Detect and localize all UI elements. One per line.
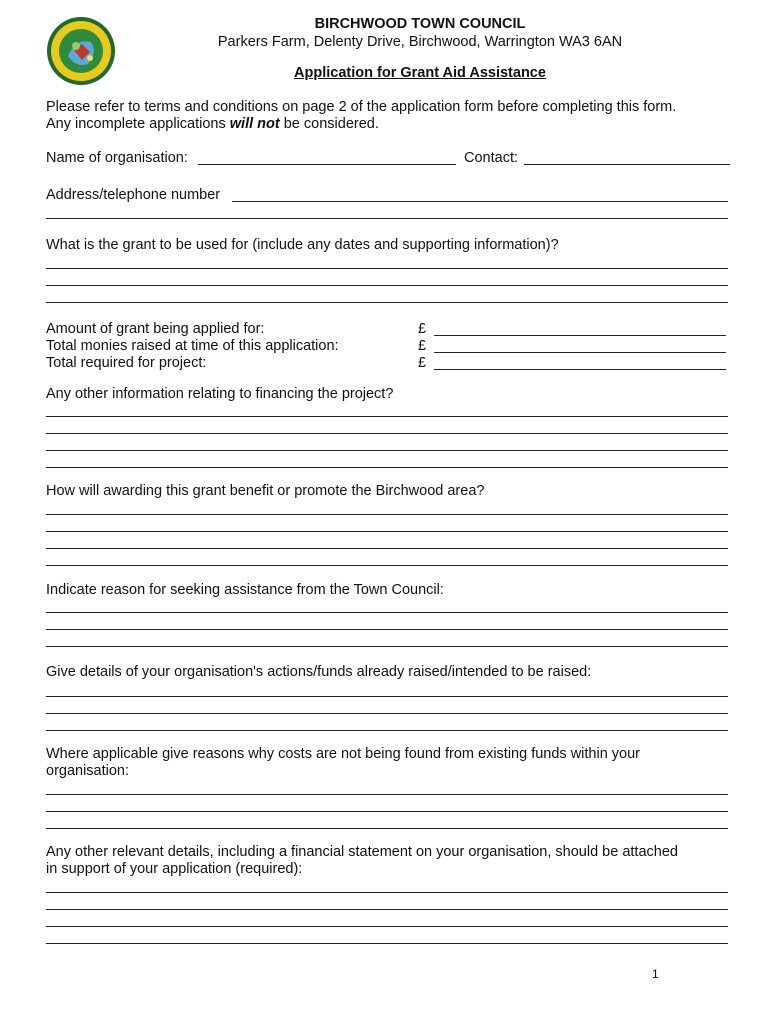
amount-label: Amount of grant being applied for:	[46, 321, 265, 337]
grant-use-line[interactable]	[46, 302, 728, 303]
actions-line[interactable]	[46, 696, 728, 697]
council-name: BIRCHWOOD TOWN COUNCIL	[314, 16, 526, 32]
other-finance-line[interactable]	[46, 416, 728, 417]
other-details-line[interactable]	[46, 943, 728, 944]
required-label: Total required for project:	[46, 355, 207, 371]
organisation-label: Name of organisation:	[46, 150, 188, 166]
costs-question-line-1: Where applicable give reasons why costs are not being found from existing funds within your	[46, 746, 641, 762]
contact-label: Contact:	[464, 150, 518, 166]
address-line-2[interactable]	[46, 218, 728, 219]
actions-question: Give details of your organisation's actions/funds already raised/intended to be raised:	[46, 664, 592, 680]
benefit-line[interactable]	[46, 565, 728, 566]
intro-line-2: Any incomplete applications will not be considered.	[46, 116, 379, 132]
costs-line[interactable]	[46, 811, 728, 812]
costs-line[interactable]	[46, 828, 728, 829]
grant-use-question: What is the grant to be used for (include any dates and supporting information)?	[46, 237, 559, 253]
costs-line[interactable]	[46, 794, 728, 795]
costs-question-line-2: organisation:	[46, 763, 130, 779]
grant-use-line[interactable]	[46, 285, 728, 286]
benefit-line[interactable]	[46, 531, 728, 532]
benefit-line[interactable]	[46, 548, 728, 549]
other-details-line[interactable]	[46, 909, 728, 910]
other-finance-line[interactable]	[46, 433, 728, 434]
other-finance-line[interactable]	[46, 450, 728, 451]
reason-question: Indicate reason for seeking assistance from the Town Council:	[46, 582, 444, 598]
grant-use-line[interactable]	[46, 268, 728, 269]
currency-symbol: £	[418, 321, 427, 337]
raised-field[interactable]	[434, 352, 726, 353]
other-details-line[interactable]	[46, 892, 728, 893]
address-label: Address/telephone number	[46, 187, 221, 203]
intro-line-1: Please refer to terms and conditions on page 2 of the application form before completing this form.	[46, 99, 677, 115]
amount-field[interactable]	[434, 335, 726, 336]
currency-symbol: £	[418, 355, 427, 371]
reason-line[interactable]	[46, 612, 728, 613]
other-finance-question: Any other information relating to financing the project?	[46, 386, 394, 402]
required-field[interactable]	[434, 369, 726, 370]
currency-symbol: £	[418, 338, 427, 354]
actions-line[interactable]	[46, 713, 728, 714]
form-title: Application for Grant Aid Assistance	[294, 65, 546, 81]
other-details-question-line-2: in support of your application (required):	[46, 861, 303, 877]
page-number: 1	[652, 967, 659, 981]
other-details-line[interactable]	[46, 926, 728, 927]
council-address: Parkers Farm, Delenty Drive, Birchwood, Warrington WA3 6AN	[217, 34, 623, 50]
contact-field[interactable]	[524, 164, 730, 165]
raised-label: Total monies raised at time of this application:	[46, 338, 339, 354]
actions-line[interactable]	[46, 730, 728, 731]
council-logo	[46, 16, 116, 86]
benefit-question: How will awarding this grant benefit or promote the Birchwood area?	[46, 483, 485, 499]
other-details-question-line-1: Any other relevant details, including a financial statement on your organisation, should be attached	[46, 844, 678, 860]
reason-line[interactable]	[46, 629, 728, 630]
benefit-line[interactable]	[46, 514, 728, 515]
organisation-field[interactable]	[198, 164, 456, 165]
other-finance-line[interactable]	[46, 467, 728, 468]
reason-line[interactable]	[46, 646, 728, 647]
address-field[interactable]	[232, 201, 728, 202]
